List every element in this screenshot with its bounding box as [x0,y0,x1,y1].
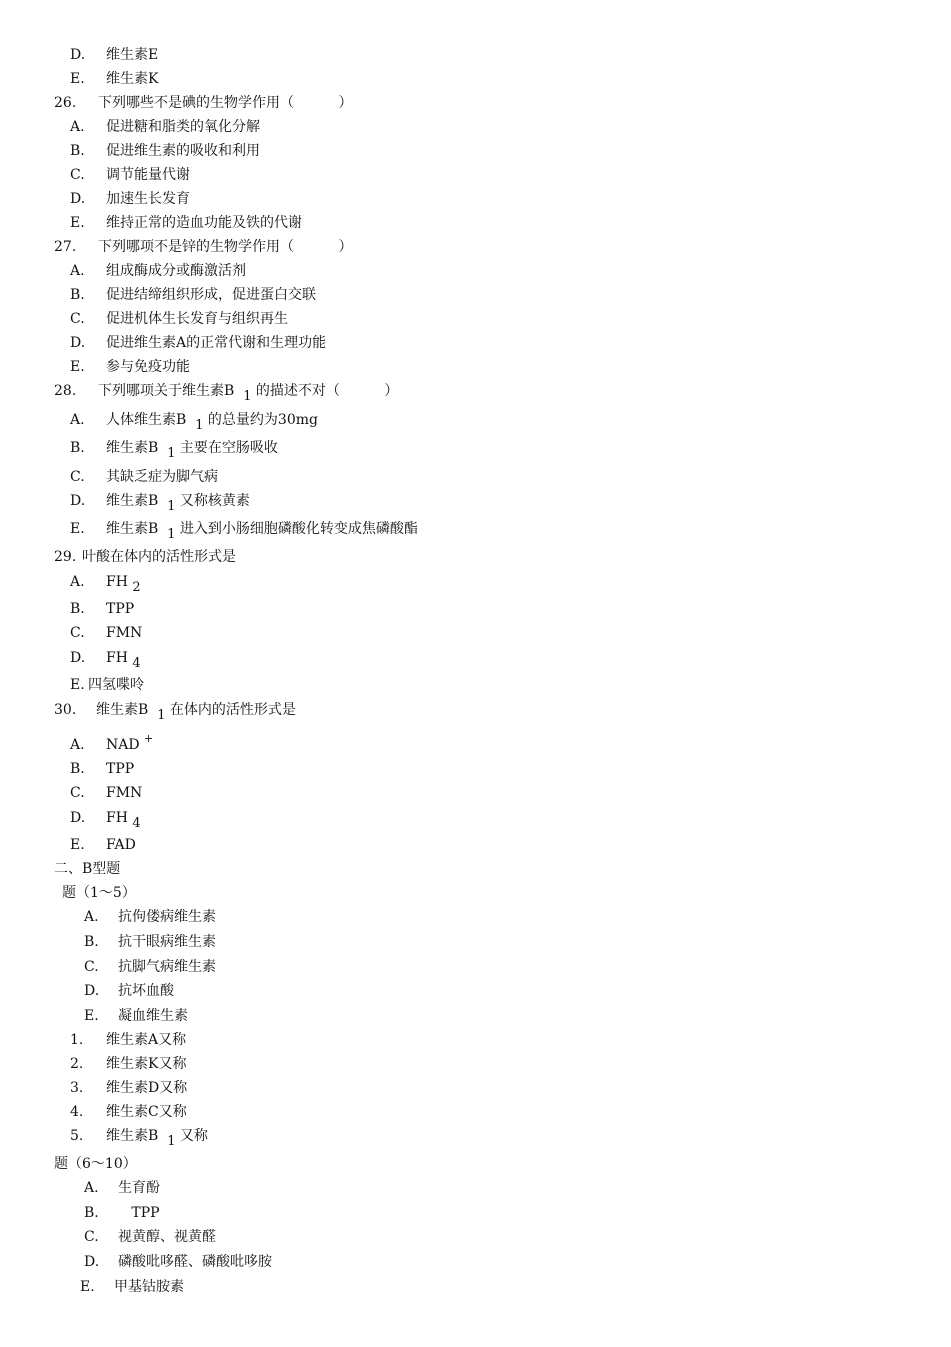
item-line: 2. 维生素K又称 [70,1056,187,1072]
option-line: E. FAD [70,837,136,853]
question-27: 27. 下列哪项不是锌的生物学作用（ ） [54,239,353,255]
option-line: D. 促进维生素A的正常代谢和生理功能 [70,335,327,351]
option-line: E. 四氢喋呤 [70,677,144,693]
group-title: 题（1～5） [62,885,136,901]
option-line: A. 人体维生素B $_1$ 的总量约为30mg [70,412,318,433]
question-30: 30. 维生素B $_1$ 在体内的活性形式是 [54,702,296,723]
option-line: D. 维生素B $_1$ 又称核黄素 [70,493,250,514]
choice-line: C. 视黄醇、视黄醛 [84,1229,216,1245]
option-line: A. 促进糖和脂类的氧化分解 [70,119,260,135]
question-28: 28. 下列哪项关于维生素B $_1$ 的描述不对（ ） [54,383,399,404]
option-line: B. 维生素B $_1$ 主要在空肠吸收 [70,440,278,461]
option-line: B. 促进结缔组织形成，促进蛋白交联 [70,287,316,303]
option-line: E. 维生素B $_1$ 进入到小肠细胞磷酸化转变成焦磷酸酯 [70,521,418,542]
option-line: B. TPP [70,761,135,777]
option-line: E. 维生素K [70,71,159,87]
item-line: 4. 维生素C又称 [70,1104,187,1120]
choice-line: A. 生育酚 [84,1180,160,1196]
option-line: D. FH $_4$ [70,650,141,671]
option-line: E. 维持正常的造血功能及铁的代谢 [70,215,302,231]
option-line: D. 维生素E [70,47,159,63]
choice-line: B. 抗干眼病维生素 [84,934,216,950]
section-title: 二、B型题 [54,861,121,877]
option-line: D. 加速生长发育 [70,191,190,207]
option-line: B. TPP [70,601,135,617]
group-title: 题（6～10） [54,1156,137,1172]
option-line: A. 组成酶成分或酶激活剂 [70,263,246,279]
option-line: A. FH $_2$ [70,574,141,595]
item-line: 5. 维生素B $_1$ 又称 [70,1128,208,1149]
option-line: C. 调节能量代谢 [70,167,190,183]
option-line: C. FMN [70,785,143,801]
choice-line: B. TPP [84,1205,160,1221]
choice-line: D. 抗坏血酸 [84,983,174,999]
choice-line: E. 甲基钴胺素 [80,1279,184,1295]
question-29: 29. 叶酸在体内的活性形式是 [54,549,236,565]
option-line: A. NAD + [70,732,154,753]
option-line: D. FH $_4$ [70,810,141,831]
item-line: 3. 维生素D又称 [70,1080,188,1096]
choice-line: E. 凝血维生素 [84,1008,188,1024]
option-line: C. 其缺乏症为脚气病 [70,469,218,485]
choice-line: D. 磷酸吡哆醛、磷酸吡哆胺 [84,1254,272,1270]
item-line: 1. 维生素A又称 [70,1032,187,1048]
option-line: C. 促进机体生长发育与组织再生 [70,311,288,327]
option-line: E. 参与免疫功能 [70,359,190,375]
option-line: C. FMN [70,625,143,641]
choice-line: A. 抗佝偻病维生素 [84,909,216,925]
choice-line: C. 抗脚气病维生素 [84,959,216,975]
question-26: 26. 下列哪些不是碘的生物学作用（ ） [54,95,353,111]
option-line: B. 促进维生素的吸收和利用 [70,143,260,159]
